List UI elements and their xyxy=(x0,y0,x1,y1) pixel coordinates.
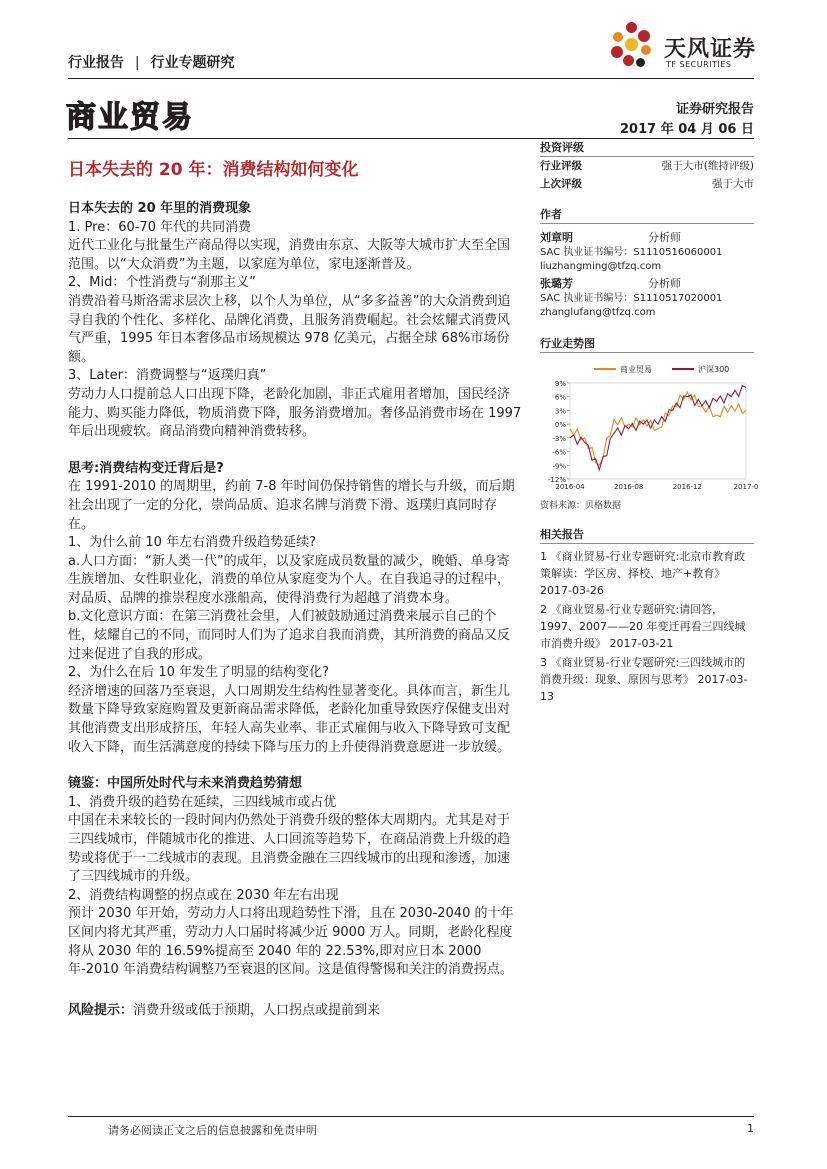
related-item[interactable] xyxy=(540,654,754,705)
page-number: 1 xyxy=(747,1122,754,1135)
section-title: 镜鉴：中国所处时代与未来消费趋势猜想 xyxy=(68,776,303,792)
main-body xyxy=(68,200,522,1020)
sidebar xyxy=(540,140,759,705)
x-tick-label: 2017-0 xyxy=(733,483,759,491)
rating-row xyxy=(540,175,754,193)
related-heading: 相关报告 xyxy=(540,528,584,541)
logo-mark-icon xyxy=(608,20,660,72)
title-rule xyxy=(68,138,754,139)
paragraph: 劳动力人口提前总人口出现下降，老龄化加剧，非正式雇用者增加，国民经济能力、购买能力降低，物质消费下降，服务消费增加。奢侈品消费市场在 1997 年后出现疲软。商品消费向精神消费转移。 xyxy=(68,386,522,440)
divider xyxy=(540,352,754,353)
paragraph: b.文化意识方面：在第三消费社会里，人们被鼓励通过消费来展示自己的个性，炫耀自己的不同，而同时人们为了追求自我而消费，其所消费的商品又反过来促进了自我的形成。 xyxy=(68,609,511,662)
paragraph-title: 2、消费结构调整的拐点或在 2030 年左右出现 xyxy=(68,887,339,903)
subcategory-label: 行业专题研究 xyxy=(150,55,235,71)
author-email[interactable]: liuzhangming@tfzq.com xyxy=(540,261,662,272)
author-name: 张璐芳 xyxy=(540,277,573,290)
report-type: 证券研究报告 xyxy=(675,102,754,117)
y-tick-label: 3% xyxy=(554,407,566,416)
section-title: 思考:消费结构变迁背后是? xyxy=(68,460,224,476)
report-title: 日本失去的 20 年：消费结构如何变化 xyxy=(68,160,359,180)
paragraph: a.人口方面：“新人类一代”的成年，以及家庭成员数量的减少，晚婚、单身寄生族增加、女性职业化，消费的单位从家庭变为个人。在自我追寻的过程中，对品质、品牌的推崇程度水涨船高，使得消费行为超越了消费本身。 xyxy=(68,553,511,606)
paragraph: 中国在未来较长的一段时间内仍然处于消费升级的整体大周期内。尤其是对于三四线城市，伴随城市化的推进、人口回流等趋势下，在商品消费上升级的趋势或将优于一二线城市的表现。且消费金融在三四线城市的出现和渗透，加速了三四线城市的升级。 xyxy=(68,813,511,885)
section-title: 日本失去的 20 年里的消费现象 xyxy=(68,201,252,216)
y-tick-label: 6% xyxy=(554,393,566,402)
y-tick-label: -12% xyxy=(547,476,566,484)
paragraph-title: 2、Mid：个性消费与“刹那主义” xyxy=(68,275,256,291)
related-title[interactable]: 1 《商业贸易-行业专题研究:北京市教育政策解读：学区房、择校、地产+教育》 xyxy=(540,550,746,580)
related-item[interactable] xyxy=(540,601,754,652)
x-tick-label: 2016-08 xyxy=(614,483,644,491)
related-title[interactable]: 3 《商业贸易-行业专题研究:三四线城市的消费升级：现象、原因与思考》 xyxy=(540,656,746,686)
paragraph-title: 1、为什么前 10 年左右消费升级趋势延续? xyxy=(68,535,316,551)
authors-heading: 作者 xyxy=(540,208,562,221)
industry-title: 商业贸易 xyxy=(66,100,194,135)
y-tick-label: -9% xyxy=(552,462,566,471)
logo-en-text: TF SECURITIES xyxy=(666,60,732,69)
paragraph: 经济增速的回落乃至衰退，人口周期发生结构性显著变化。具体而言，新生儿数量下降导致家庭购置及更新商品需求降低，老龄化加重导致医疗保健支出对其他消费支出形成挤压，年轻人高失业率、非正式雇佣与收入下降导致可支配收入下降，而生活满意度的持续下降与压力的上升使得消费意愿进一步放缓。 xyxy=(68,683,511,755)
rating-label: 行业评级 xyxy=(540,160,582,172)
paragraph: 预计 2030 年开始，劳动力人口将出现趋势性下滑，且在 2030-2040 的十年区间内将尤其严重，劳动力人口届时将减少近 9000 万人。同期，老龄化程度将从 2030 年的 16.59%提高至 2040 年的 22.53%,即对应日本 2000 年-2010 年消费结构调整乃至衰退的区间。这是值得警惕和关注的消费拐点。 xyxy=(68,906,514,978)
author-sac: SAC 执业证书编号：S1110516060001 xyxy=(540,247,723,258)
risk-text: 消费升级或低于预期，人口拐点或提前到来 xyxy=(133,1002,381,1018)
y-tick-label: -3% xyxy=(552,434,566,443)
paragraph: 近代工业化与批量生产商品得以实现，消费由东京、大阪等大城市扩大至全国范围。以“大众消费”为主题，以家庭为单位，家电逐渐普及。 xyxy=(68,238,511,272)
series-line xyxy=(570,392,746,465)
paragraph-title: 3、Later：消费调整与“返璞归真” xyxy=(68,368,267,384)
legend-label: 沪深300 xyxy=(698,365,730,374)
related-item[interactable] xyxy=(540,548,754,599)
y-tick-label: 0% xyxy=(554,421,566,430)
chart-source: 资料来源：贝格数据 xyxy=(540,501,622,511)
x-tick-label: 2016-12 xyxy=(672,483,702,491)
y-tick-label: -6% xyxy=(552,448,566,457)
category-label: 行业报告 xyxy=(68,55,124,71)
author-name: 刘章明 xyxy=(540,231,573,244)
risk-label: 风险提示： xyxy=(68,1002,134,1018)
rating-row xyxy=(540,157,754,175)
series-line xyxy=(570,386,746,470)
author-sac: SAC 执业证书编号：S1110517020001 xyxy=(540,293,723,304)
x-tick-label: 2016-04 xyxy=(555,483,585,491)
report-category xyxy=(68,52,234,72)
author-email[interactable]: zhanglufang@tfzq.com xyxy=(540,307,656,318)
divider xyxy=(540,223,754,224)
related-date: 2017-03-26 xyxy=(540,584,604,597)
author-block xyxy=(540,276,754,320)
paragraph-title: 2、为什么在后 10 年发生了明显的结构变化? xyxy=(68,665,329,681)
author-block xyxy=(540,230,754,274)
rating-label: 上次评级 xyxy=(540,178,582,190)
related-title[interactable]: 2 《商业贸易-行业专题研究:请回答，1997、2007——20 年变迁再看三四线城市消费升级》 xyxy=(540,603,746,650)
footer-rule xyxy=(68,1116,754,1117)
company-logo xyxy=(608,20,768,76)
paragraph-title: 1. Pre：60-70 年代的共同消费 xyxy=(68,219,252,235)
footer-disclaimer: 请务必阅读正文之后的信息披露和免责申明 xyxy=(108,1124,317,1137)
paragraph-title: 1、消费升级的趋势在延续，三四线城市或占优 xyxy=(68,794,337,810)
related-date: 2017-03-13 xyxy=(540,673,748,703)
header-rule xyxy=(68,78,754,79)
category-separator: | xyxy=(134,55,140,71)
rating-heading: 投资评级 xyxy=(540,141,584,154)
report-date: 2017 年 04 月 06 日 xyxy=(620,122,754,137)
author-role: 分析师 xyxy=(648,231,681,244)
rating-value: 强于大市 xyxy=(712,178,754,190)
legend-label: 商业贸易 xyxy=(620,365,652,374)
paragraph: 在 1991-2010 的周期里，约前 7-8 年时间仍保持销售的增长与升级，而后期社会出现了一定的分化，崇尚品质、追求名牌与消费下滑、返璞归真同时存在。 xyxy=(68,479,515,532)
divider xyxy=(540,543,754,544)
y-tick-label: 9% xyxy=(554,380,566,388)
related-date: 2017-03-21 xyxy=(609,637,674,650)
author-role: 分析师 xyxy=(648,277,681,290)
risk-warning xyxy=(68,1002,522,1021)
paragraph: 消费沿着马斯洛需求层次上移，以个人为单位，从“多多益善”的大众消费到追寻自我的个性化、多样化、品牌化消费，且服务消费崛起。社会炫耀式消费风气严重，1995 年日本奢侈品市场规模达 978 亿美元，占据全球 68%市场份额。 xyxy=(68,293,511,365)
industry-trend-chart xyxy=(540,357,759,497)
rating-value: 强于大市(维持评级) xyxy=(661,160,754,172)
trend-heading: 行业走势图 xyxy=(540,337,595,350)
logo-cn-text: 天风证券 xyxy=(664,37,757,62)
